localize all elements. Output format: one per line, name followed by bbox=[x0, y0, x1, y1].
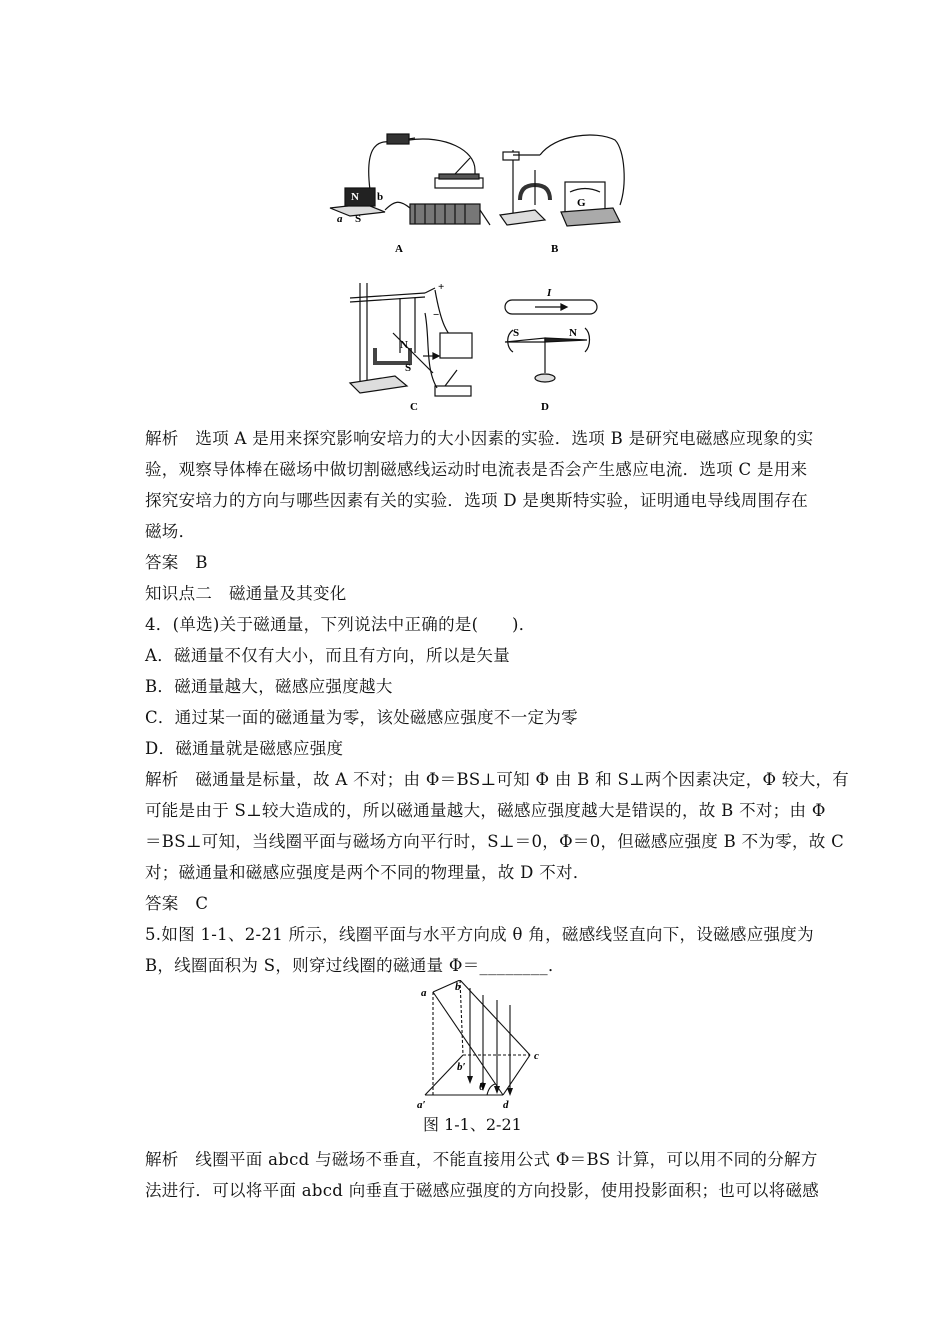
q4-analysis-line-2: 可能是由于 S⊥较大造成的，所以磁通量越大，磁感应强度越大是错误的，故 B 不对；由 Φ bbox=[145, 801, 826, 820]
q3-answer: 答案 B bbox=[145, 553, 208, 572]
fig-label-b: B bbox=[551, 243, 559, 255]
fig-c-s: S bbox=[405, 362, 412, 374]
fig5-b: b bbox=[455, 981, 461, 993]
q4-analysis-line-4: 对；磁通量和磁感应强度是两个不同的物理量，故 D 不对． bbox=[145, 863, 590, 882]
fig-label-a: A bbox=[395, 243, 403, 255]
fig-label-d: D bbox=[541, 401, 549, 413]
fig-c-minus: − bbox=[433, 309, 440, 321]
q3-analysis-line-1: 解析 选项 A 是用来探究影响安培力的大小因素的实验．选项 B 是研究电磁感应现象的实 bbox=[145, 429, 814, 448]
q3-analysis-line-2: 验，观察导体棒在磁场中做切割磁感线运动时电流表是否会产生感应电流．选项 C 是用来 bbox=[145, 460, 808, 479]
figure-d bbox=[495, 278, 610, 413]
fig5-d: d bbox=[503, 1099, 509, 1111]
q5-analysis-line-1: 解析 线圈平面 abcd 与磁场不垂直，不能直接用公式 Φ＝BS 计算，可以用不同的分解方 bbox=[145, 1150, 818, 1169]
q3-analysis-line-4: 磁场． bbox=[145, 522, 196, 541]
fig-c-plus: + bbox=[438, 281, 445, 293]
fig-label-c: C bbox=[410, 401, 418, 413]
fig-a-b: b bbox=[377, 191, 384, 203]
q4-analysis-line-3: ＝BS⊥可知，当线圈平面与磁场方向平行时，S⊥＝0，Φ＝0，但磁感应强度 B 不为零，故 C bbox=[145, 832, 845, 851]
fig-a-a: a bbox=[337, 213, 343, 225]
fig5-bprime: b′ bbox=[457, 1061, 466, 1073]
fig-b-g: G bbox=[577, 197, 586, 209]
q4-option-d: D．磁通量就是磁感应强度 bbox=[145, 739, 344, 758]
fig-a-s: S bbox=[355, 213, 362, 225]
q5-stem-line-1: 5.如图 1-1、2-21 所示，线圈平面与水平方向成 θ 角，磁感线竖直向下，设磁感应强度为 bbox=[145, 925, 814, 944]
figure-b bbox=[495, 130, 635, 260]
q4-option-c: C．通过某一面的磁通量为零，该处磁感应强度不一定为零 bbox=[145, 708, 578, 727]
fig5-c: c bbox=[534, 1050, 539, 1062]
q4-analysis-line-1: 解析 磁通量是标量，故 A 不对；由 Φ＝BS⊥可知 Φ 由 B 和 S⊥两个因素决定，Φ 较大，有 bbox=[145, 770, 850, 789]
q5-stem-line-2: B，线圈面积为 S，则穿过线圈的磁通量 Φ＝________． bbox=[145, 956, 565, 975]
fig5-theta: θ bbox=[479, 1081, 485, 1093]
fig5-a: a bbox=[421, 987, 427, 999]
fig5-aprime: a′ bbox=[417, 1099, 426, 1111]
q4-option-a: A．磁通量不仅有大小，而且有方向，所以是矢量 bbox=[145, 646, 511, 665]
figure-1-1-2-21 bbox=[415, 980, 545, 1112]
q4-stem: 4．(单选)关于磁通量，下列说法中正确的是( )． bbox=[145, 615, 536, 634]
fig-a-n: N bbox=[351, 191, 359, 203]
q4-option-b: B．磁通量越大，磁感应强度越大 bbox=[145, 677, 393, 696]
q5-analysis-line-2: 法进行．可以将平面 abcd 向垂直于磁感应强度的方向投影，使用投影面积；也可以将磁感 bbox=[145, 1181, 820, 1200]
figure-caption: 图 1-1、2-21 bbox=[423, 1115, 522, 1134]
figure-c bbox=[345, 278, 485, 413]
q3-analysis-line-3: 探究安培力的方向与哪些因素有关的实验．选项 D 是奥斯特实验，证明通电导线周围存在 bbox=[145, 491, 809, 510]
fig-d-s: S bbox=[513, 327, 520, 339]
fig-d-n: N bbox=[569, 327, 577, 339]
q4-answer: 答案 C bbox=[145, 894, 209, 913]
figure-a bbox=[325, 130, 500, 260]
fig-c-n: N bbox=[400, 339, 408, 351]
fig-d-i: I bbox=[547, 287, 552, 299]
section-heading: 知识点二 磁通量及其变化 bbox=[145, 584, 347, 603]
